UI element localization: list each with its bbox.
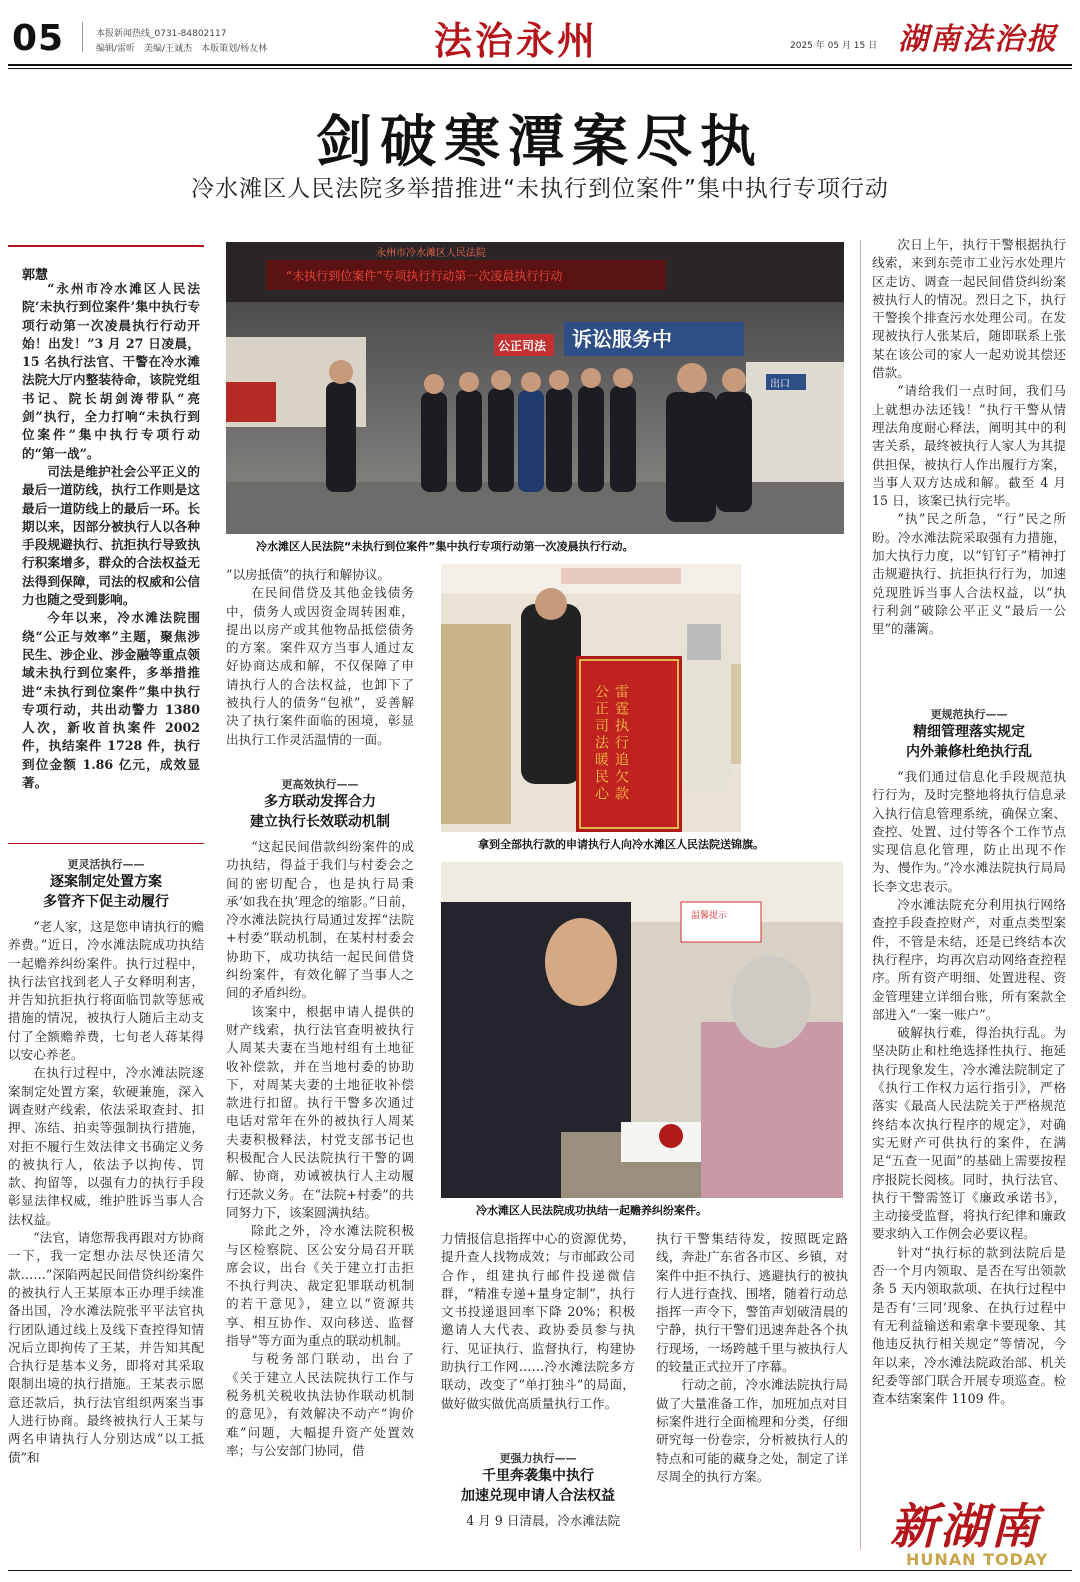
header-rule <box>8 64 1072 66</box>
intro-paragraph: “永州市冷水滩区人民法院‘未执行到位案件’集中执行专项行动第一次凌晨执行行动开始！出发！”3 月 27 日凌晨，15 名执行法官、干警在冷水滩法院大厅内整装待命，该院党组书记、院长胡剑涛带队“亮剑”执行，全力打响“未执行到位案件”集中执行专项行动的“第一战”。 <box>22 281 200 461</box>
body-paragraph: “老人家，这是您申请执行的赡养费。”近日，冷水滩法院成功执结一起赡养纠纷案件。执行过程中，执行法官找到老人子女释明利害，并告知抗拒执行将面临罚款等惩戒措施的情况，被执行人随后主动支付了全额赡养费，七旬老人蒋某得以安心养老。 <box>8 919 204 1063</box>
body-paragraph: “执”民之所急，“行”民之所盼。冷水滩法院采取强有力措施，加大执行力度，以“钉钉子”精神打击规避执行、抗拒执行行为，加速兑现胜诉当事人合法权益，以“执行利剑”破除公平正义“最后一公里”的藩篱。 <box>872 511 1066 637</box>
intro-paragraph: 司法是维护社会公平正义的最后一道防线，执行工作则是这最后一道防线上的最后一环。长期以来，因部分被执行人以各种手段规避执行、抗拒执行导致执行积案增多，群众的合法权益无法得到保障，司法的权威和公信力也随之受到影响。 <box>22 463 200 608</box>
body-paragraph: 破解执行难，得治执行乱。为坚决防止和杜绝选择性执行、拖延执行现象发生，冷水滩法院制定了《执行工作权力运行指引》，严格落实《最高人民法院关于严格规范终结本次执行程序的规定》，对确实无财产可供执行的案件，在满足“五查一见面”的基础上需要按程序报院长阅核。同时，执行法官、执行干警需签订《廉政承诺书》，主动接受监督，将执行纪律和廉政要求纳入工作例会必要议程。 <box>872 1025 1066 1242</box>
photo-court-hall-image <box>226 242 844 534</box>
section-2-body <box>226 838 414 1460</box>
section-heading-line2: 多管齐下促主动履行 <box>43 894 169 910</box>
section-heading-line1: 逐案制定处置方案 <box>50 874 162 890</box>
section-heading-line1: 多方联动发挥合力 <box>264 794 376 810</box>
section-4-body <box>872 768 1066 1408</box>
header-separator <box>82 22 83 52</box>
footer-rule <box>8 1570 1072 1571</box>
section-heading-line2: 加速兑现申请人合法权益 <box>461 1488 615 1504</box>
page-number: 05 <box>12 18 65 59</box>
body-paragraph: 行动之前，冷水滩法院执行局做了大量准备工作，加班加点对目标案件进行全面梳理和分类，仔细研究每一份卷宗，分析被执行人的特点和可能的藏身之处，制定了详尽周全的执行方案。 <box>656 1377 848 1484</box>
body-paragraph: “这起民间借款纠纷案件的成功执结，得益于我们与村委会之间的密切配合，也是执行局秉承‘如我在执’理念的缩影。”日前，冷水滩法院执行局通过发挥“法院+村委”联动机制，在某村村委会协助下，成功执结一起民间借贷纠纷案件，有效化解了当事人之间的矛盾纠纷。 <box>226 839 414 1001</box>
photo-alimony-image <box>441 862 843 1198</box>
body-paragraph: “以房抵债”的执行和解协议。 <box>226 567 391 582</box>
body-paragraph: 执行干警集结待发，按照既定路线，奔赴广东省各市区、乡镇，对案件中拒不执行、逃避执行的被执行人进行查找、围堵，随着行动总指挥一声令下，警笛声划破清晨的宁静，执行干警们迅速奔赴各个执行现场，一场跨越千里与被执行人的较量正式拉开了序幕。 <box>656 1231 848 1375</box>
photo-pennant <box>441 564 741 832</box>
section-3-body <box>441 1512 635 1530</box>
body-paragraph: 4 月 9 日清晨，冷水滩法院 <box>466 1513 621 1528</box>
section-title: 法治永州 <box>434 18 599 63</box>
photo-court-name: 永州市冷水滩区人民法院 <box>376 248 486 259</box>
body-paragraph: 针对“执行标的款到法院后是否一个月内领取、是否在写出领款条 5 天内领取款项、在执行过程中是否有‘三同’现象、在执行过程中有无利益输送和索拿卡要现象、其他违反执行相关规定”等情况，今年以来，冷水滩法院政治部、机关纪委等部门联合开展专项巡查。检查本结案案件 1109 件。 <box>872 1244 1066 1407</box>
section-heading-line2: 建立执行长效联动机制 <box>250 814 390 830</box>
subheadline: 冷水滩区人民法院多举措推进“未执行到位案件”集中执行专项行动 <box>191 176 889 202</box>
body-paragraph: 力情报信息指挥中心的资源优势，提升查人找物成效；与市邮政公司合作，组建执行邮件投递微信群，“精准专递+量身定制”，执行文书投递退回率下降 20%；积极邀请人大代表、政协委员参与执行、见证执行、监督执行，构建协助执行工作网……冷水滩法院多方联动，改变了“单打独斗”的局面，做好做实做优高质量执行工作。 <box>441 1231 635 1411</box>
column-2-top-text <box>226 566 414 749</box>
editor-credits: 编辑/雷昕 美编/王诚杰 本版策划/杨友林 <box>96 44 268 54</box>
section-heading-line2: 内外兼修杜绝执行乱 <box>906 744 1032 760</box>
section-1-heading <box>8 856 204 912</box>
photo-1-caption: 冷水滩区人民法院“未执行到位案件”集中执行专项行动第一次凌晨执行行动。 <box>256 540 634 553</box>
body-paragraph: “法官，请您帮我再跟对方协商一下，我一定想办法尽快还清欠款……”深陷两起民间借贷纠纷案件的被执行人王某原本正办理手续准备出国，冷水滩法院张平平法官执行团队通过线上及线下查控得知情况后立即拘传了王某，并告知其配合执行是基本义务，即将对其采取限制出境的执行措施。王某表示愿意还款后，执行法官组织两案当事人进行协商。最终被执行人王某与两名申请执行人分别达成“以工抵债”和 <box>8 1230 204 1465</box>
body-paragraph: “我们通过信息化手段规范执行行为，及时完整地将执行信息录入执行信息管理系统，确保立案、查控、处置、过付等各个工作节点实现信息化管理，防止出现不作为、慢作为。”冷水滩法院执行局局长李文忠表示。 <box>872 769 1066 894</box>
section-3-heading <box>438 1450 638 1506</box>
intro-block <box>22 280 200 792</box>
column-4-bottom-text <box>656 1230 848 1486</box>
photo-service-sign: 诉讼服务中 <box>572 327 672 351</box>
section-2-heading <box>222 776 418 832</box>
section-kicker: 更强力执行—— <box>499 1452 577 1465</box>
intro-paragraph: 今年以来，冷水滩法院围绕“公正与效率”主题，聚焦涉民生、涉企业、涉金融等重点领域未执行到位案件，多举措推进“未执行到位案件”集中执行专项行动，共出动警力 1380 人次，新收首执案件 2002 件，执结案件 1728 件，执行到位金额 1.86 亿元，成效显著。 <box>22 610 200 791</box>
news-hotline: 本报新闻热线_0731-84802117 <box>96 29 227 39</box>
photo-banner-text: “未执行到位案件”专项执行行动第一次凌晨执行行动 <box>286 269 563 283</box>
section-4-heading <box>870 706 1068 762</box>
body-paragraph: 除此之外，冷水滩法院积极与区检察院、区公安分局召开联席会议，出台《关于建立打击拒不执行判决、裁定犯罪联动机制的若干意见》，建立以“资源共享、相互协作、双向移送、监督指导”等方面为重点的联动机制。 <box>226 1223 414 1349</box>
column-divider <box>860 240 861 1550</box>
photo-justice-sign: 公正司法 <box>498 339 547 353</box>
section-heading-line1: 千里奔袭集中执行 <box>482 1468 594 1484</box>
section-rule <box>8 843 204 844</box>
body-paragraph: 在民间借贷及其他金钱债务中，债务人或因资金周转困难，提出以房产或其他物品抵偿债务的方案。案件双方当事人通过友好协商达成和解，不仅保障了申请执行人的合法权益，也卸下了被执行人的债务“包袱”，妥善解决了执行案件面临的困境，彰显出执行工作灵活温情的一面。 <box>226 585 414 747</box>
section-kicker: 更灵活执行—— <box>67 858 145 871</box>
body-paragraph: 与税务部门联动，出台了《关于建立人民法院执行工作与税务机关税收执法协作联动机制的意见》，有效解决不动产“询价难”问题，大幅提升资产处置效率；与公安部门协同，借 <box>226 1351 414 1458</box>
publish-date: 2025 年 05 月 15 日 <box>790 41 878 51</box>
section-kicker: 更规范执行—— <box>930 708 1008 721</box>
section-kicker: 更高效执行—— <box>281 778 359 791</box>
paper-logo: 湖南法治报 <box>898 22 1058 57</box>
xinhunan-watermark-logo: 新湖南 <box>890 1499 1041 1555</box>
body-paragraph: “请给我们一点时间，我们马上就想办法还钱！”执行干警从情理法角度耐心释法，阐明其中的利害关系，最终被执行人家人为其提供担保，被执行人作出履行方案，当事人双方达成和解。截至 4 月 15 日，该案已执行完毕。 <box>872 383 1066 509</box>
author-byline: 郭慧 <box>22 268 49 283</box>
header-rule-thin <box>8 68 1072 69</box>
pennant-line-1: 雷霆执行追欠款 <box>613 684 629 803</box>
photo-alimony-case <box>441 862 843 1198</box>
body-paragraph: 冷水滩法院充分利用执行网络查控手段查控财产，对重点类型案件，不管是未结，还是已终结本次执行程序，均再次启动网络查控程序。所有资产明细、处置进程、资金管理建立详细台账，所有案款全部进入“一案一账户”。 <box>872 897 1066 1022</box>
column-3-bottom-text <box>441 1230 635 1413</box>
photo-exit-sign: 出口 <box>770 379 790 390</box>
photo-notice-text: 温馨提示 <box>691 911 728 921</box>
photo-court-hall <box>226 242 844 534</box>
section-heading-line1: 精细管理落实规定 <box>913 724 1025 740</box>
body-paragraph: 次日上午，执行干警根据执行线索，来到东莞市工业污水处理片区走访、调查一起民间借贷纠纷案被执行人的情况。烈日之下，执行干警挨个排查污水处理公司。在发现被执行人张某后，随即联系上张某在该公司的家人一起劝说其偿还借款。 <box>872 237 1066 381</box>
column-5-top-text <box>872 236 1066 639</box>
photo-pennant-image <box>441 564 741 832</box>
body-paragraph: 在执行过程中，冷水滩法院逐案制定处置方案，软硬兼施，深入调查财产线索，依法采取查封、扣押、冻结、拍卖等强制执行措施，对拒不履行生效法律文书确定义务的被执行人，依法予以拘传、罚款、拘留等，以强有力的执行手段彰显法律权威，维护胜诉当事人合法权益。 <box>8 1065 204 1227</box>
headline: 剑破寒潭案尽执 <box>316 109 764 175</box>
photo-2-caption: 拿到全部执行款的申请执行人向冷水滩区人民法院送锦旗。 <box>478 838 764 851</box>
section-1-body <box>8 918 204 1467</box>
body-paragraph: 该案中，根据申请人提供的财产线索，执行法官查明被执行人周某夫妻在当地村组有土地征收补偿款，并在当地村委的协助下，对周某夫妻的土地征收补偿款进行扣留。执行干警多次通过电话对常年在外的被执行人周某夫妻积极释法，村党支部书记也积极配合人民法院执行干警的调解、协商，劝诫被执行人主动履行还款义务。在“法院+村委”的共同努力下，该案圆满执结。 <box>226 1003 414 1220</box>
pennant-line-2: 公正司法暖民心 <box>593 684 609 803</box>
hunan-today-watermark: HUNAN TODAY <box>906 1550 1049 1569</box>
photo-3-caption: 冷水滩区人民法院成功执结一起赡养纠纷案件。 <box>476 1204 707 1217</box>
left-column-top-rule <box>8 245 204 247</box>
